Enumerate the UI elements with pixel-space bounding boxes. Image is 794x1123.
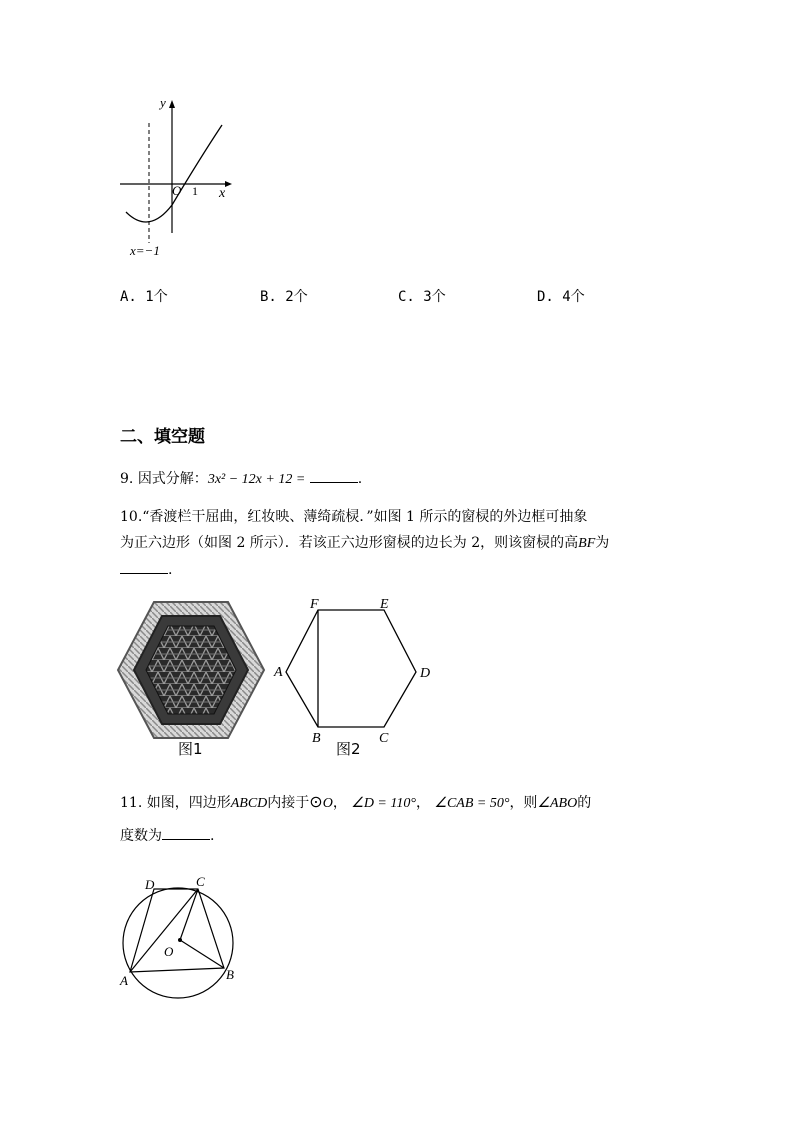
option-d[interactable]: D. 4个 bbox=[537, 289, 585, 305]
circle-symbol: ⊙ bbox=[309, 792, 323, 811]
point-c-label: C bbox=[196, 874, 205, 889]
option-b[interactable]: B. 2个 bbox=[260, 289, 308, 305]
option-a[interactable]: A. 1个 bbox=[120, 289, 168, 305]
y-axis-label: y bbox=[160, 95, 166, 110]
point-o-label: O bbox=[164, 944, 174, 959]
parabola-graph bbox=[110, 95, 250, 265]
point-d-label: D bbox=[145, 877, 155, 892]
answer-blank-10[interactable] bbox=[120, 559, 168, 574]
figure-1-caption: 图1 bbox=[178, 740, 203, 758]
vertex-e-label: E bbox=[380, 597, 389, 612]
point-a-label: A bbox=[120, 973, 128, 988]
vertex-f-label: F bbox=[310, 597, 319, 612]
origin-label: O bbox=[172, 183, 182, 198]
section-title: 二、填空题 bbox=[120, 427, 205, 447]
question-9: 9. 因式分解：3x² − 12x + 12 = . bbox=[120, 466, 362, 493]
window-lattice-photo bbox=[116, 600, 266, 740]
axis-line-label: x=−1 bbox=[130, 243, 160, 258]
x-axis-label: x bbox=[219, 186, 226, 201]
answer-blank-11[interactable] bbox=[162, 825, 210, 840]
inscribed-quadrilateral-figure bbox=[112, 872, 252, 1002]
question-11: 11. 如图，四边形ABCD内接于⊙O， ∠D = 110°， ∠CAB = 50°，则∠ABO的 度数为 . bbox=[120, 792, 592, 844]
circle-o bbox=[123, 888, 233, 998]
vertex-c-label: C bbox=[379, 731, 389, 746]
answer-blank-9[interactable] bbox=[310, 468, 358, 483]
hexagon-figure bbox=[272, 594, 442, 754]
parabola-curve bbox=[126, 125, 222, 222]
vertex-b-label: B bbox=[312, 731, 321, 746]
vertex-a-label: A bbox=[274, 665, 283, 680]
option-c[interactable]: C. 3个 bbox=[398, 289, 446, 305]
vertex-d-label: D bbox=[420, 666, 431, 681]
hexagon-shape bbox=[286, 610, 416, 727]
tick-label-1: 1 bbox=[192, 184, 198, 198]
point-b-label: B bbox=[226, 967, 234, 982]
question-10: 10.“香渡栏干屈曲，红妆映、薄绮疏棂．”如图 1 所示的窗棂的外边框可抽象 为正六边形（如图 2 所示）．若该正六边形窗棂的边长为 2，则该窗棂的高BF为 . bbox=[120, 509, 610, 578]
figure-2-caption: 图2 bbox=[336, 740, 361, 758]
segment-ob bbox=[180, 940, 224, 968]
segment-ac bbox=[130, 889, 198, 972]
segment-oc bbox=[180, 889, 198, 940]
center-point bbox=[178, 938, 182, 942]
